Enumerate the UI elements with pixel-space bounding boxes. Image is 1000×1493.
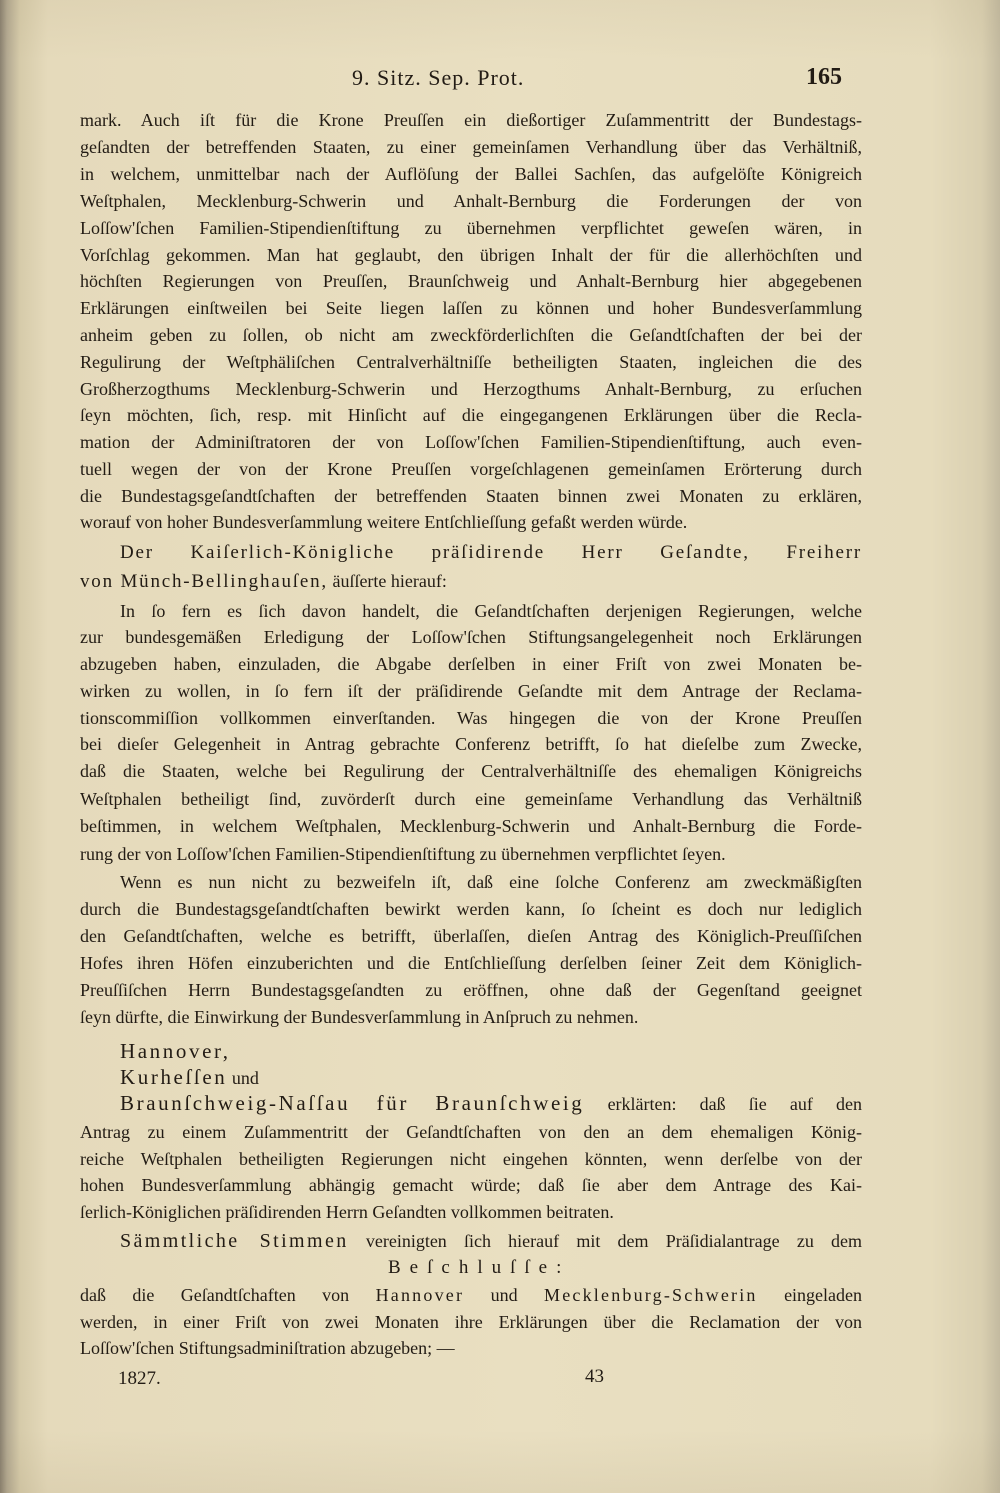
text-line: Loſſow'ſchen Stiftungsadminiſtration abzugeben; — (80, 1338, 455, 1358)
resolution-intro-line (120, 1228, 862, 1255)
text-line: hohen Bundesverſammlung abhängig gemacht würde; daß ſie aber dem Antrage des Kai- (80, 1175, 862, 1195)
text-line: Weſtphalen, Mecklenburg-Schwerin und Anhalt-Bernburg die Forderungen der von (80, 191, 862, 211)
footer-signature-mark: 43 (585, 1366, 604, 1387)
text-line: Loſſow'ſchen Familien-Stipendienſtiftung zu übernehmen verpflichtet geweſen wären, in (80, 218, 862, 238)
footer-year: 1827. (118, 1368, 161, 1389)
text-line: beſtimmen, in welchem Weſtphalen, Mecklenburg-Schwerin und Anhalt-Bernburg die Forde- (80, 816, 862, 836)
speaker-line (120, 539, 862, 566)
text-line: Großherzogthums Mecklenburg-Schwerin und Herzogthums Anhalt-Bernburg, zu erſuchen (80, 379, 862, 399)
resolution-text: eingeladen (784, 1285, 863, 1305)
text-line: tionscommiſſion vollkommen einverſtanden. Was hingegen die von der Krone Preuſſen (80, 708, 862, 728)
text-line: Hofes ihren Höfen einzuberichten und die Entſchlieſſung derſelben ſeiner Zeit dem Königlich- (80, 953, 862, 973)
text-line: bei dieſer Gelegenheit in Antrag gebrachte Conferenz betrifft, ſo hat dieſelbe zum Zwecke, (80, 734, 862, 754)
running-title: 9. Sitz. Sep. Prot. (352, 65, 525, 90)
text-line: Antrag zu einem Zuſammentritt der Geſandtſchaften von den an dem ehemaligen König- (80, 1122, 862, 1142)
text-line: In ſo fern es ſich davon handelt, die Geſandtſchaften derjenigen Regierungen, welche (120, 601, 862, 621)
votes-declaration: erklärten: daß ſie auf den (607, 1094, 863, 1114)
text-line: daß die Staaten, welche bei Regulirung der Centralverhältniſſe des ehemaligen Königreichs (80, 761, 862, 781)
text-line: die Bundestagsgeſandtſchaften der betreffenden Staaten binnen zwei Monaten zu erklären, (80, 486, 862, 506)
speaker-name: von Münch-Bellinghauſen, (80, 571, 328, 592)
resolution-heading: Beſchluſſe: (388, 1257, 571, 1278)
text-line: den Geſandtſchaften, welche es betrifft, überlaſſen, dieſen Antrag des Königlich-Preuſſiſchen (80, 926, 862, 946)
text-line: ſeyn möchten, ſich, resp. mit Hinſicht auf die eingegangenen Erklärungen über die Recla- (80, 405, 862, 425)
text-line: durch die Bundestagsgeſandtſchaften bewirkt werden kann, ſo ſcheint es doch nur lediglich (80, 899, 862, 919)
state-line (120, 1090, 862, 1117)
text-line: worauf von hoher Bundesverſammlung weitere Entſchlieſſung gefaßt werden würde. (80, 512, 688, 532)
text-line: zur bundesgemäßen Erledigung der Loſſow'ſchen Stiftungsangelegenheit noch Erklärungen (80, 627, 862, 647)
text-line: wirken zu wollen, in ſo fern iſt der präſidirende Geſandte mit dem Antrage der Reclama- (80, 681, 862, 701)
state-name-mecklenburg-spaced: Mecklenburg-Schwerin (544, 1285, 758, 1305)
text-line: ſeyn dürfte, die Einwirkung der Bundesverſammlung in Anſpruch zu nehmen. (80, 1007, 639, 1027)
text-line: Regulirung der Weſtphäliſchen Centralverhältniſſe betheiligten Staaten, ingleichen die des (80, 352, 862, 372)
resolution-text: daß die Geſandtſchaften von (80, 1285, 350, 1305)
text-line: tuell wegen der von der Krone Preuſſen vorgeſchlagenen gemeinſamen Erörterung durch (80, 459, 862, 479)
text-line: Preuſſiſchen Herrn Bundestagsgeſandten zu eröffnen, ohne daß der Gegenſtand geeignet (80, 980, 862, 1000)
text-line: Wenn es nun nicht zu bezweifeln iſt, daß eine ſolche Conferenz am zweckmäßigſten (120, 872, 862, 892)
state-name-hannover: Hannover, (120, 1039, 231, 1063)
resolution-intro-spaced: Sämmtliche Stimmen (120, 1230, 349, 1252)
state-name-kurhessen: Kurheſſen (120, 1065, 228, 1089)
state-name-hannover-spaced: Hannover (375, 1285, 465, 1305)
text-line: rung der von Loſſow'ſchen Familien-Stipendienſtiftung zu übernehmen verpflichtet ſeyen. (80, 844, 726, 864)
text-line: in welchem, unmittelbar nach der Auflöſung der Ballei Sachſen, das aufgelöſte Königreich (80, 164, 862, 184)
text-line: geſandten der betreffenden Staaten, zu einer gemeinſamen Verhandlung über das Verhältniß, (80, 137, 862, 157)
text-line: werden, in einer Friſt von zwei Monaten ihre Erklärungen über die Reclamation der von (80, 1312, 862, 1332)
text-line: anheim geben zu ſollen, ob nicht am zweckförderlichſten die Geſandtſchaften der bei der (80, 325, 862, 345)
text-line: Weſtphalen betheiligt ſind, zuvörderſt durch eine gemeinſame Verhandlung das Verhältniß (80, 789, 862, 809)
speaker-title: Der Kaiſerlich-Königliche präſidirende Herr Geſandte, Freiherr (120, 542, 862, 563)
page-number: 165 (806, 64, 842, 90)
text-line: Erklärungen einſtweilen bei Seite liegen laſſen zu können und hoher Bundesverſammlung (80, 298, 862, 318)
conjunction: und (231, 1068, 259, 1088)
state-line (120, 1064, 862, 1091)
text-line: reiche Weſtphalen betheiligten Regierungen nicht eingehen könnten, wenn derſelbe von der (80, 1149, 862, 1169)
text-line: Vorſchlag gekommen. Man hat geglaubt, den übrigen Inhalt der für die allerhöchſten und (80, 245, 862, 265)
text-line (80, 1282, 862, 1309)
speaker-line (80, 568, 862, 595)
speaker-verb: äuſſerte hierauf: (332, 571, 447, 591)
text-line: ſerlich-Königlichen präſidirenden Herrn Geſandten vollkommen beitraten. (80, 1202, 614, 1222)
conjunction: und (490, 1285, 518, 1305)
state-line (120, 1038, 862, 1065)
state-name-braunschweig-nassau: Braunſchweig-Naſſau für Braunſchweig (120, 1091, 585, 1115)
resolution-intro-text: vereinigten ſich hierauf mit dem Präſidialantrage zu dem (365, 1231, 862, 1251)
text-line: höchſten Regierungen von Preuſſen, Braunſchweig und Anhalt-Bernburg hier abgegebenen (80, 271, 862, 291)
text-line: mark. Auch iſt für die Krone Preuſſen ein dießortiger Zuſammentritt der Bundestags- (80, 110, 862, 130)
text-line: mation der Adminiſtratoren der von Loſſow'ſchen Familien-Stipendienſtiftung, auch even- (80, 432, 862, 452)
text-line: abzugeben haben, einzuladen, die Abgabe derſelben in einer Friſt von zwei Monaten be- (80, 654, 862, 674)
